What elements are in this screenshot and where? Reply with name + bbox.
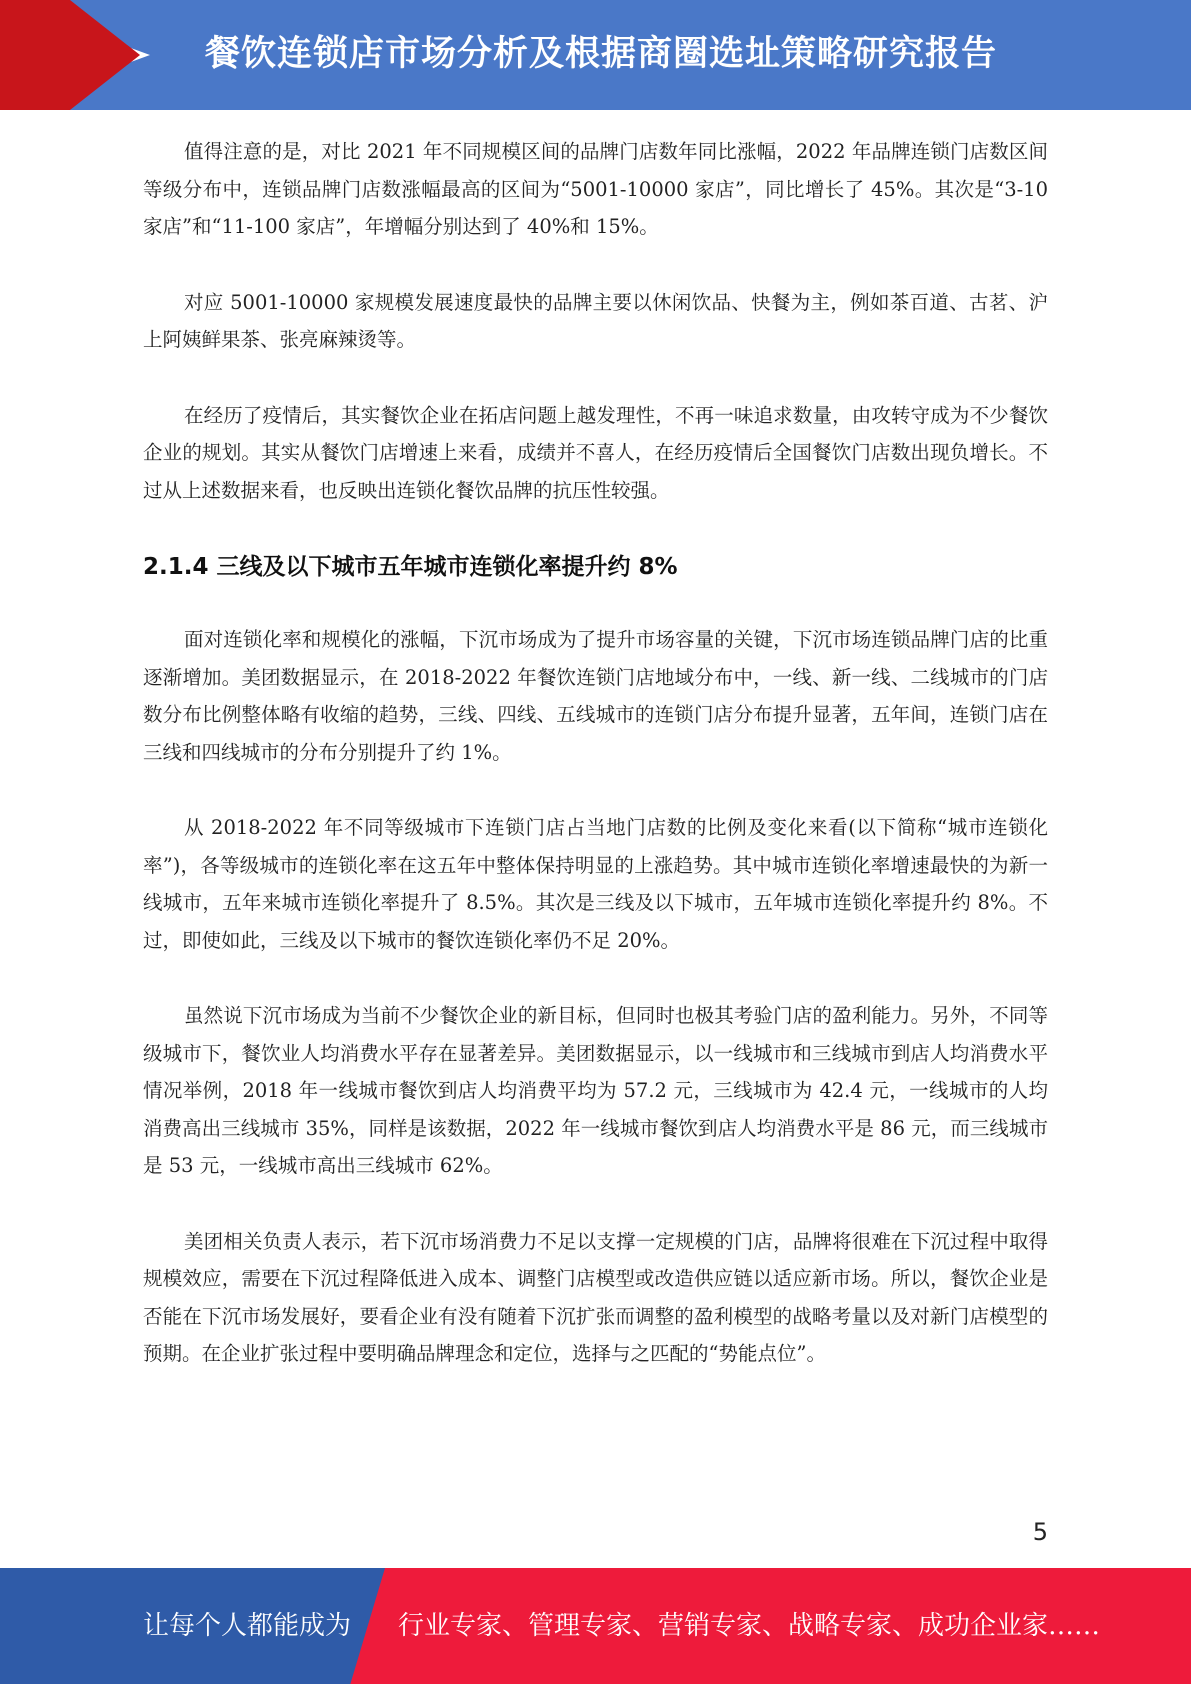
page-number: 5	[1032, 1518, 1048, 1546]
paragraph: 从 2018-2022 年不同等级城市下连锁门店占当地门店数的比例及变化来看(以下简称“城市连锁化率”)，各等级城市的连锁化率在这五年中整体保持明显的上涨趋势。其中城市连锁化率增速最快的为新一线城市，五年来城市连锁化率提升了 8.5%。其次是三线及以下城市，五年城市连锁化率提升约 8%。不过，即使如此，三线及以下城市的餐饮连锁化率仍不足 20%。	[143, 816, 1048, 952]
paragraph: 对应 5001-10000 家规模发展速度最快的品牌主要以休闲饮品、快餐为主，例如茶百道、古茗、沪上阿姨鲜果茶、张亮麻辣烫等。	[143, 290, 1048, 351]
header-red-block	[0, 0, 70, 110]
footer-slogan-right: 行业专家、管理专家、营销专家、战略专家、成功企业家……	[398, 1611, 1101, 1641]
page-footer	[0, 1568, 1191, 1684]
footer-slogan-left: 让每个人都能成为	[143, 1611, 352, 1641]
paragraph: 虽然说下沉市场成为当前不少餐饮企业的新目标，但同时也极其考验门店的盈利能力。另外，不同等级城市下，餐饮业人均消费水平存在显著差异。美团数据显示，以一线城市和三线城市到店人均消费水平情况举例，2018 年一线城市餐饮到店人均消费平均为 57.2 元，三线城市为 42.4 元，一线城市的人均消费高出三线城市 35%，同样是该数据，2022 年一线城市餐饮到店人均消费水平是 86 元，而三线城市是 53 元，一线城市高出三线城市 62%。	[143, 1004, 1048, 1177]
page-header	[0, 0, 1191, 110]
page-body	[143, 133, 1048, 1411]
section-heading: 2.1.4 三线及以下城市五年城市连锁化率提升约 8%	[143, 554, 678, 580]
paragraph: 美团相关负责人表示，若下沉市场消费力不足以支撑一定规模的门店，品牌将很难在下沉过程中取得规模效应，需要在下沉过程降低进入成本、调整门店模型或改造供应链以适应新市场。所以，餐饮企业是否能在下沉市场发展好，要看企业有没有随着下沉扩张而调整的盈利模型的战略考量以及对新门店模型的预期。在企业扩张过程中要明确品牌理念和定位，选择与之匹配的“势能点位”。	[143, 1229, 1048, 1365]
report-title: 餐饮连锁店市场分析及根据商圈选址策略研究报告	[205, 34, 998, 74]
paragraph: 面对连锁化率和规模化的涨幅，下沉市场成为了提升市场容量的关键，下沉市场连锁品牌门店的比重逐渐增加。美团数据显示，在 2018-2022 年餐饮连锁门店地域分布中，一线、新一线、二线城市的门店数分布比例整体略有收缩的趋势，三线、四线、五线城市的连锁门店分布提升显著，五年间，连锁门店在三线和四线城市的分布分别提升了约 1%。	[143, 628, 1048, 764]
paragraph: 值得注意的是，对比 2021 年不同规模区间的品牌门店数年同比涨幅，2022 年品牌连锁门店数区间等级分布中，连锁品牌门店数涨幅最高的区间为“5001-10000 家店”，同比增长了 45%。其次是“3-10 家店”和“11-100 家店”，年增幅分别达到了 40%和 15%。	[143, 140, 1048, 238]
paragraph: 在经历了疫情后，其实餐饮企业在拓店问题上越发理性，不再一味追求数量，由攻转守成为不少餐饮企业的规划。其实从餐饮门店增速上来看，成绩并不喜人，在经历疫情后全国餐饮门店数出现负增长。不过从上述数据来看，也反映出连锁化餐饮品牌的抗压性较强。	[143, 403, 1048, 502]
header-red-arrow	[70, 0, 140, 110]
